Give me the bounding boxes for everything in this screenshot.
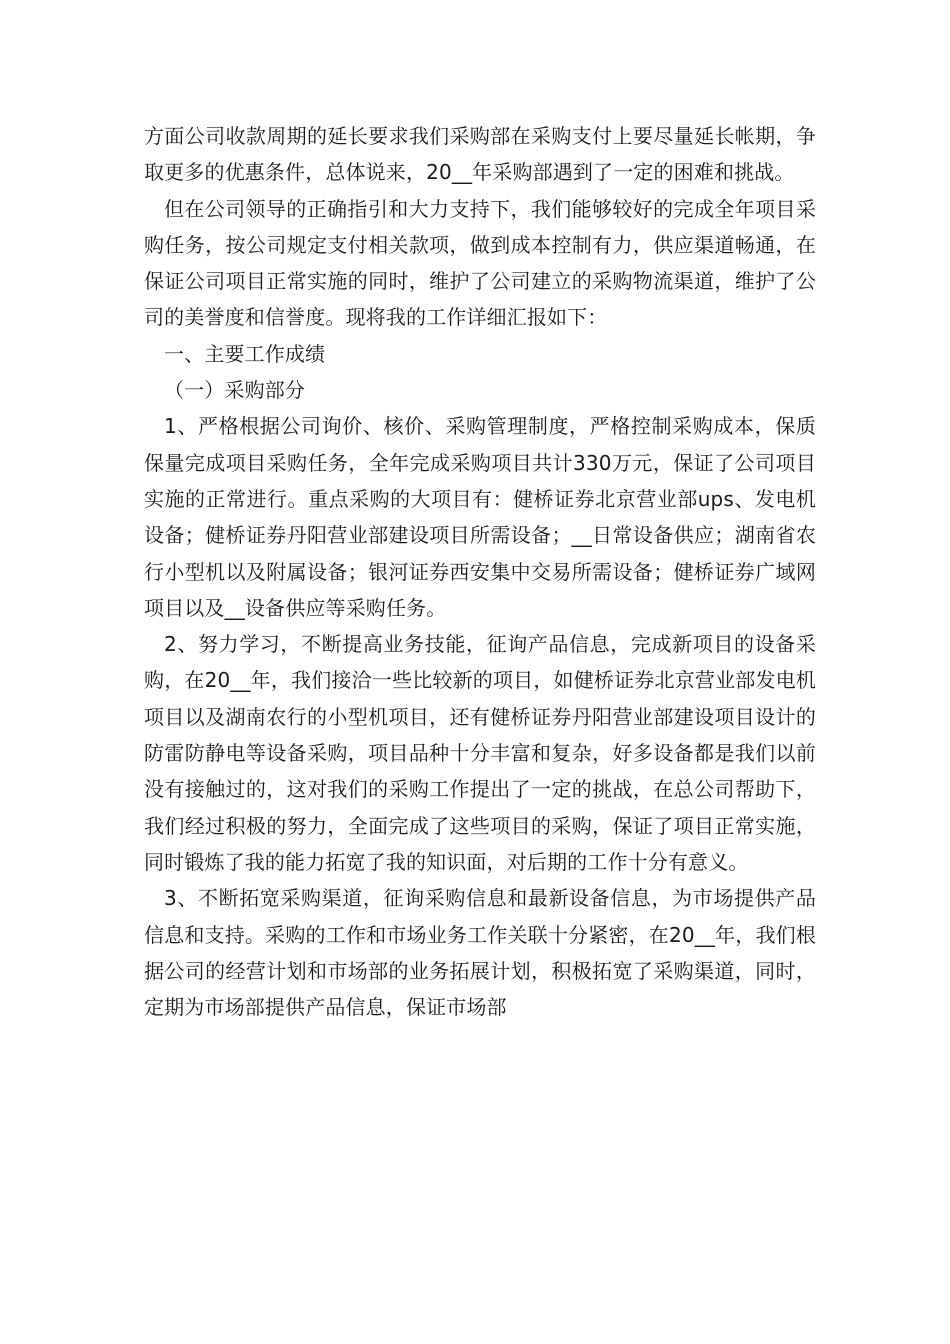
- document-body: [144, 118, 816, 1025]
- paragraph-item-1: 1、严格根据公司询价、核价、采购管理制度，严格控制采购成本，保质保量完成项目采购任务，全年完成采购项目共计330万元，保证了公司项目实施的正常进行。重点采购的大项目有：健桥证券北京营业部ups、发电机设备；健桥证券丹阳营业部建设项目所需设备；__日常设备供应；湖南省农行小型机以及附属设备；银河证券西安集中交易所需设备；健桥证券广域网项目以及__设备供应等采购任务。: [144, 414, 816, 620]
- paragraph-item-3: 3、不断拓宽采购渠道，征询采购信息和最新设备信息，为市场提供产品信息和支持。采购的工作和市场业务工作关联十分紧密，在20__年，我们根据公司的经营计划和市场部的业务拓展计划，积极拓宽了采购渠道，同时，定期为市场部提供产品信息，保证市场部: [144, 886, 816, 1020]
- section-heading: 一、主要工作成绩: [164, 341, 326, 366]
- paragraph-continuation: 方面公司收款周期的延长要求我们采购部在采购支付上要尽量延长帐期，争取更多的优惠条件，总体说来，20__年采购部遇到了一定的困难和挑战。: [144, 124, 816, 185]
- subsection-heading: （一）采购部分: [164, 378, 306, 403]
- paragraph-item-2: 2、努力学习，不断提高业务技能，征询产品信息，完成新项目的设备采购，在20__年，我们接洽一些比较新的项目，如健桥证券北京营业部发电机项目以及湖南农行的小型机项目，还有健桥证券丹阳营业部建设项目设计的防雷防静电等设备采购，项目品种十分丰富和复杂，好多设备都是我们以前没有接触过的，这对我们的采购工作提出了一定的挑战，在总公司帮助下，我们经过积极的努力，全面完成了这些项目的采购，保证了项目正常实施，同时锻炼了我的能力拓宽了我的知识面，对后期的工作十分有意义。: [144, 632, 816, 874]
- paragraph-summary: 但在公司领导的正确指引和大力支持下，我们能够较好的完成全年项目采购任务，按公司规定支付相关款项，做到成本控制有力，供应渠道畅通，在保证公司项目正常实施的同时，维护了公司建立的采购物流渠道，维护了公司的美誉度和信誉度。现将我的工作详细汇报如下：: [144, 196, 816, 330]
